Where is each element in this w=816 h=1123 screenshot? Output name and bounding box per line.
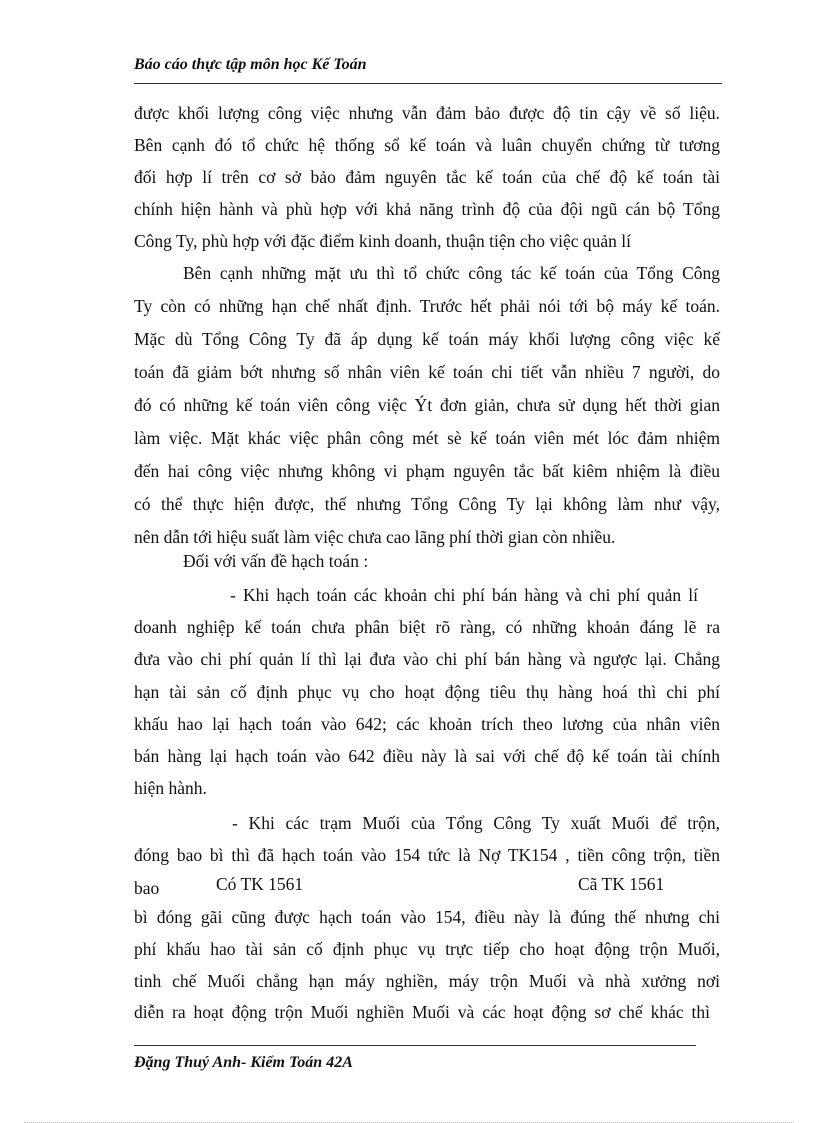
section-heading: Đối với vấn đề hạch toán : [183,551,369,571]
bao-word: bao [134,878,160,898]
footer-rule [134,1045,696,1046]
page-footer-author: Đặng Thuý Anh- Kiểm Toán 42A [134,1054,353,1071]
text-line: doanh nghiệp kế toán chưa phân biệt rõ ràng, có những khoản đáng lẽ ra [134,617,720,637]
text-line: đối hợp lí trên cơ sở bảo đảm nguyên tắc kế toán của chế độ kế toán tài [134,167,720,187]
text-line: - Khi các trạm Muối của Tổng Công Ty xuất Muối để trộn, [232,813,720,833]
text-line: toán đã giảm bớt nhưng số nhân viên kế toán chi tiết vẫn nhiều 7 người, do [134,362,720,382]
text-line: đưa vào chi phí quản lí thì lại đưa vào chi phí bán hàng và ngược lại. Chẳng [134,649,720,669]
text-line: Mặc dù Tổng Công Ty đã áp dụng kế toán máy khối lượng công việc kế [134,329,720,349]
text-line: chính hiện hành và phù hợp với khả năng trình độ của đội ngũ cán bộ Tổng [134,199,720,219]
text-line: đóng bao bì thì đã hạch toán vào 154 tức là Nợ TK154 , tiền công trộn, tiền [134,845,720,865]
text-line: nên dẫn tới hiệu suất làm việc chưa cao lãng phí thời gian còn nhiều. [134,527,616,547]
text-line: đó có những kế toán viên công việc Ýt đơn giản, chưa sử dụng hết thời gian [134,395,720,415]
header-rule [134,83,722,84]
text-line: Bên cạnh đó tổ chức hệ thống sổ kế toán và luân chuyển chứng từ tương [134,135,720,155]
text-line: làm việc. Mặt khác việc phân công mét sè kế toán viên mét lóc đảm nhiệm [134,428,720,448]
text-line: có thể thực hiện được, thế nhưng Tổng Công Ty lại không làm như vậy, [134,494,720,514]
text-line: khấu hao lại hạch toán vào 642; các khoản trích theo lương của nhân viên [134,714,720,734]
text-line: hạn tài sản cố định phục vụ cho hoạt động tiêu thụ hàng hoá thì chi phí [134,682,720,702]
text-line: phí khấu hao tài sản cố định phục vụ trực tiếp cho hoạt động trộn Muối, [134,939,720,959]
credit-account-left: Có TK 1561 [216,874,304,894]
page-header-title: Báo cáo thực tập môn học Kế Toán [134,56,367,73]
text-line: diễn ra hoạt động trộn Muối nghiền Muối và các hoạt động sơ chế khác thì [134,1002,710,1022]
text-line: hiện hành. [134,778,207,798]
text-line: Bên cạnh những mặt ưu thì tổ chức công tác kế toán của Tổng Công [183,263,720,283]
text-line: bán hàng lại hạch toán vào 642 điều này là sai với chế độ kế toán tài chính [134,746,720,766]
text-line: - Khi hạch toán các khoản chi phí bán hàng và chi phí quản lí [230,585,698,605]
text-line: bì đóng gãi cũng được hạch toán vào 154, điều này là đúng thế nhưng chi [134,907,720,927]
text-line: Ty còn có những hạn chế nhất định. Trước hết phải nói tới bộ máy kế toán. [134,296,720,316]
text-line: được khối lượng công việc nhưng vẫn đảm bảo được độ tin cậy về số liệu. [134,103,720,123]
text-line: Công Ty, phù hợp với đặc điểm kinh doanh, thuận tiện cho việc quản lí [134,231,631,251]
credit-account-right: Cã TK 1561 [578,874,665,894]
text-line: đến hai công việc nhưng không vi phạm nguyên tắc bất kiêm nhiệm là điều [134,461,720,481]
text-line: tinh chế Muối chẳng hạn máy nghiền, máy trộn Muối và nhà xưởng nơi [134,971,720,991]
